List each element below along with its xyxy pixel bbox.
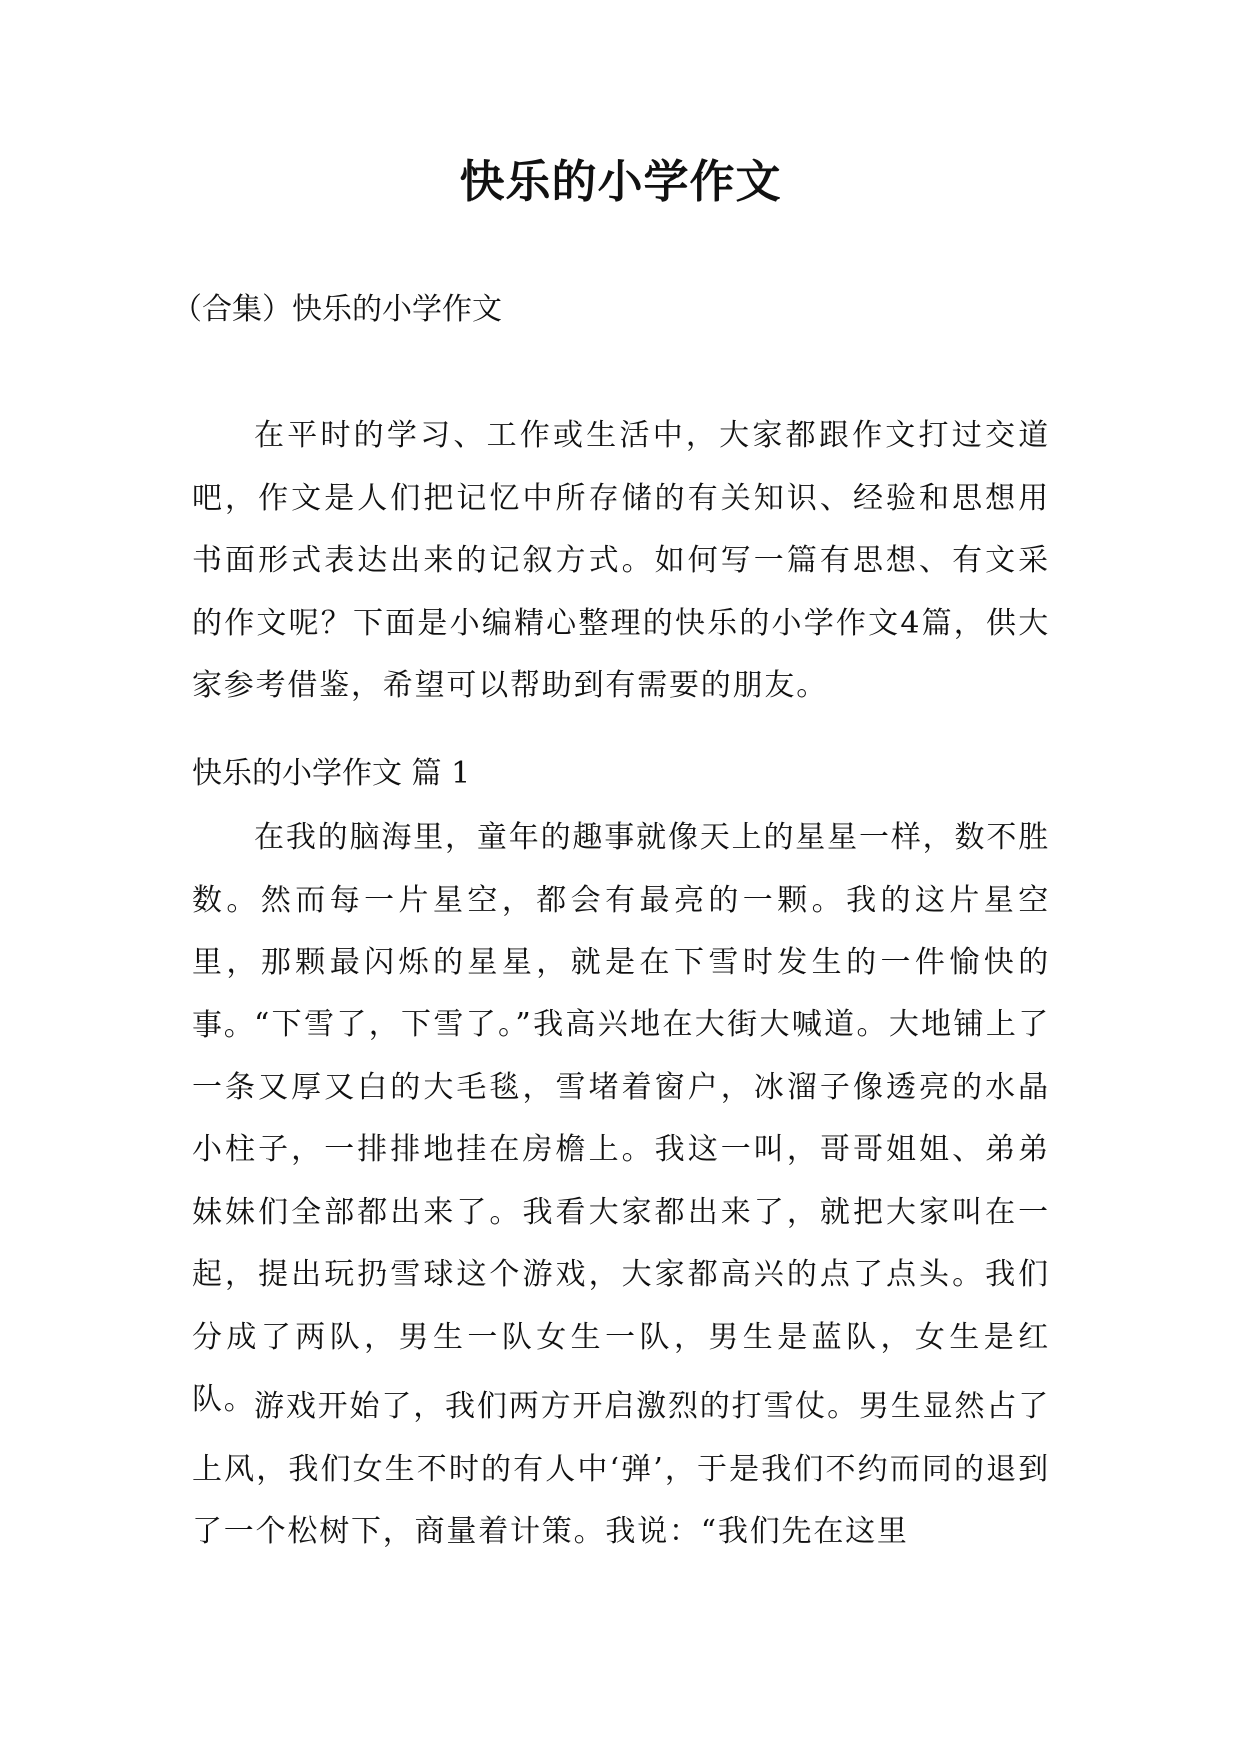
section-heading: 快乐的小学作文 篇 1 [192,756,471,791]
document-subtitle: （合集）快乐的小学作文 [172,292,502,327]
essay-paragraph-3: 游戏开始了，我们两方开启激烈的打雪仗。男生显然占了上风，我们女生不时的有人中‘弹’，于是我们不约而同的退到了一个松树下，商量着计策。我说：“我们先在这里 [192,1389,1050,1549]
essay-paragraph-2: “下雪了，下雪了。”我高兴地在大街大喊道。大地铺上了一条又厚又白的大毛毯，雪堵着窗户，冰溜子像透亮的水晶小柱子，一排排地挂在房檐上。我这一叫，哥哥姐姐、弟弟妹妹们全部都出来了。我看大家都出来了，就把大家叫在一起，提出玩扔雪球这个游戏，大家都高兴的点了点头。我们分成了两队，男生一队女生一队，男生是蓝队，女生是红队。 [192,1007,1050,1417]
document-title: 快乐的小学作文 [459,155,782,208]
intro-paragraph: 在平时的学习、工作或生活中，大家都跟作文打过交道吧，作文是人们把记忆中所存储的有关知识、经验和思想用书面形式表达出来的记叙方式。如何写一篇有思想、有文采的作文呢？下面是小编精心整理的快乐的小学作文4篇，供大家参考借鉴，希望可以帮助到有需要的朋友。 [192,418,1050,703]
essay-paragraph-1: 在我的脑海里，童年的趣事就像天上的星星一样，数不胜数。然而每一片星空，都会有最亮的一颗。我的这片星空里，那颗最闪烁的星星，就是在下雪时发生的一件愉快的事。 [192,820,1050,1043]
